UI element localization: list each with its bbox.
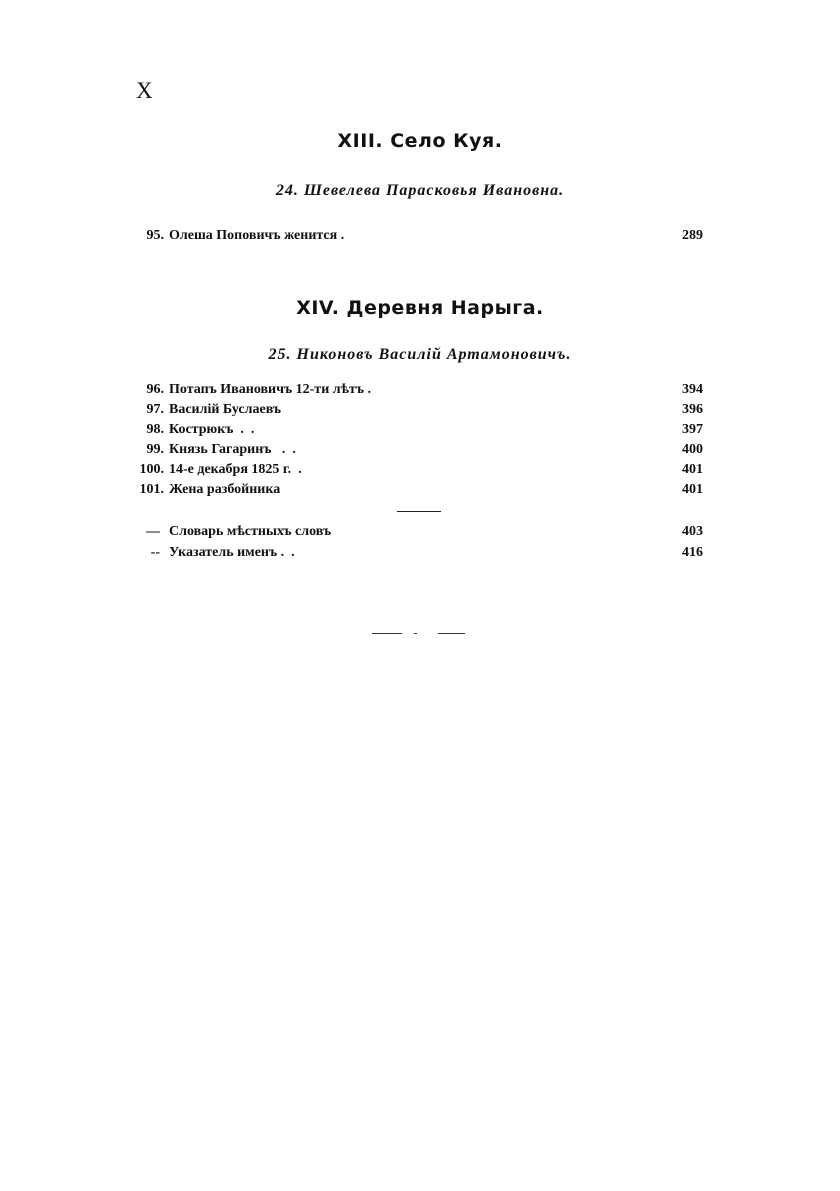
toc-entry-title: Василій Буслаевъ [169, 402, 282, 417]
toc-entry-number: 95. [146, 228, 164, 243]
toc-entry-title: Князь Гагаринъ . . [169, 442, 296, 457]
toc-row [0, 422, 840, 442]
toc-row [0, 482, 840, 502]
toc-entry-number: 101. [139, 482, 164, 497]
toc-entry-number: 100. [139, 462, 164, 477]
toc-row [0, 462, 840, 482]
toc-entry-page: 289 [682, 228, 703, 243]
toc-entry-dash: -- [150, 545, 160, 560]
toc-entry-number: 99. [146, 442, 164, 457]
toc-row [0, 524, 840, 544]
toc-entry-page: 401 [682, 482, 703, 497]
section-heading: XIV. Деревня Нарыга. [296, 297, 544, 319]
section-heading: XIII. Село Куя. [337, 130, 503, 152]
toc-entry-title: 14-е декабря 1825 г. . [169, 462, 302, 477]
toc-entry-dash: — [146, 524, 160, 539]
toc-entry-number: 96. [146, 382, 164, 397]
end-rule-dot [414, 633, 417, 634]
toc-entry-page: 416 [682, 545, 703, 560]
toc-entry-title: Кострюкъ . . [169, 422, 255, 437]
toc-row [0, 382, 840, 402]
page-number: X [136, 78, 153, 103]
toc-entry-title: Потапъ Ивановичъ 12-ти лѣтъ . [169, 382, 372, 397]
end-rule-right [438, 633, 465, 634]
end-rule-left [372, 633, 402, 634]
toc-row [0, 545, 840, 565]
toc-entry-page: 400 [682, 442, 703, 457]
toc-entry-page: 396 [682, 402, 703, 417]
toc-entry-page: 397 [682, 422, 703, 437]
toc-entry-title: Жена разбойника [169, 482, 281, 497]
toc-row [0, 442, 840, 462]
toc-entry-title: Олеша Поповичъ женится . [169, 228, 345, 243]
toc-entry-title: Словарь мѣстныхъ словъ [169, 524, 332, 539]
section-divider [397, 511, 441, 512]
toc-entry-page: 401 [682, 462, 703, 477]
toc-entry-page: 394 [682, 382, 703, 397]
author-heading: 25. Никоновъ Василій Артамоновичъ. [268, 346, 572, 363]
toc-entry-title: Указатель именъ . . [169, 545, 295, 560]
toc-row [0, 402, 840, 422]
toc-entry-number: 97. [146, 402, 164, 417]
toc-row [0, 228, 840, 248]
author-heading: 24. Шевелева Парасковья Ивановна. [275, 182, 565, 199]
toc-entry-page: 403 [682, 524, 703, 539]
toc-entry-number: 98. [146, 422, 164, 437]
